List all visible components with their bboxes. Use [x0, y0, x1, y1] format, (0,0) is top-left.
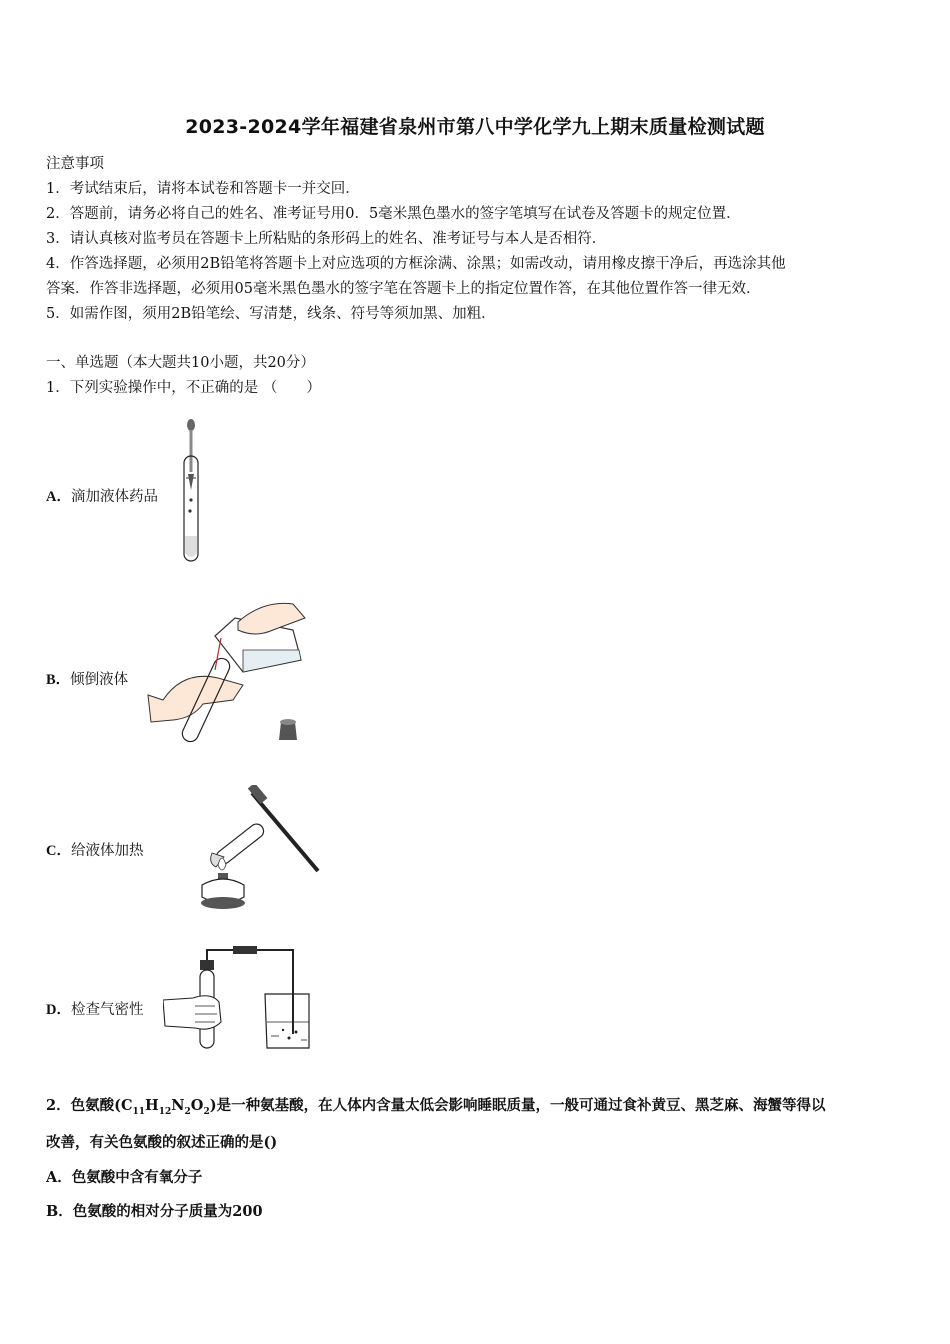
option-text: 给液体加热 — [70, 843, 144, 859]
q1-option-b[interactable] — [46, 668, 128, 689]
formula-sub: 12 — [158, 1106, 172, 1117]
formula-part: N — [171, 1097, 185, 1114]
notice-item-3: 3．请认真核对监考员在答题卡上所粘贴的条形码上的姓名、准考证号与本人是否相符． — [46, 231, 607, 247]
formula-sub: 11 — [132, 1106, 146, 1117]
option-text: 滴加液体药品 — [70, 489, 158, 505]
option-text: 色氨酸的相对分子质量为200 — [72, 1203, 263, 1220]
option-letter: D． — [46, 1002, 71, 1018]
q2-stem-suffix: )是一种氨基酸，在人体内含量太低会影响睡眠质量，一般可通过食补黄豆、黑芝麻、海蟹等得以 — [209, 1097, 826, 1114]
section-heading: 一、单选题（本大题共10小题，共20分） — [46, 355, 315, 371]
q1-option-a[interactable] — [46, 485, 158, 506]
notice-item-1: 1．考试结束后，请将本试卷和答题卡一并交回． — [46, 181, 360, 197]
page-title: 2023-2024学年福建省泉州市第八中学化学九上期末质量检测试题 — [185, 116, 765, 138]
airtightness-check-icon — [163, 942, 313, 1054]
q2-stem-prefix: 2．色氨酸(C — [46, 1097, 133, 1114]
notice-item-2: 2．答题前，请务必将自己的姓名、准考证号用0．5毫米黑色墨水的签字笔填写在试卷及答题卡的规定位置． — [46, 206, 741, 222]
question-2-stem-line2: 改善，有关色氨酸的叙述正确的是() — [46, 1134, 278, 1151]
notice-item-4: 4．作答选择题，必须用2B铅笔将答题卡上对应选项的方框涂满、涂黑；如需改动，请用橡皮擦干净后，再选涂其他 — [46, 256, 786, 272]
heating-liquid-icon — [190, 785, 322, 917]
option-letter: A． — [46, 489, 71, 505]
q1-option-c[interactable] — [46, 839, 143, 860]
option-letter: B． — [46, 1203, 73, 1220]
notice-item-5: 5．如需作图，须用2B铅笔绘、写清楚，线条、符号等须加黑、加粗． — [46, 306, 496, 322]
formula-sub: 2 — [184, 1106, 191, 1117]
formula-sub: 2 — [203, 1106, 210, 1117]
formula-part: H — [145, 1097, 159, 1114]
q2-option-b[interactable] — [46, 1200, 263, 1221]
option-letter: C． — [46, 843, 71, 859]
pouring-liquid-icon — [143, 600, 308, 752]
question-1-stem: 1．下列实验操作中，不正确的是 （ ） — [46, 380, 321, 396]
option-letter: A． — [46, 1169, 72, 1186]
q1-option-d[interactable] — [46, 998, 143, 1019]
formula-part: O — [190, 1097, 204, 1114]
option-letter: B． — [46, 672, 71, 688]
option-text: 倾倒液体 — [70, 672, 129, 688]
notice-item-4-cont: 答案．作答非选择题，必须用05毫米黑色墨水的签字笔在答题卡上的指定位置作答，在其他位置作答一律无效． — [46, 281, 761, 297]
notice-heading: 注意事项 — [46, 156, 104, 172]
q2-option-a[interactable] — [46, 1166, 202, 1187]
question-2-stem — [46, 1094, 826, 1117]
dropper-test-tube-icon — [176, 418, 206, 566]
option-text: 检查气密性 — [70, 1002, 144, 1018]
option-text: 色氨酸中含有氧分子 — [71, 1169, 203, 1186]
